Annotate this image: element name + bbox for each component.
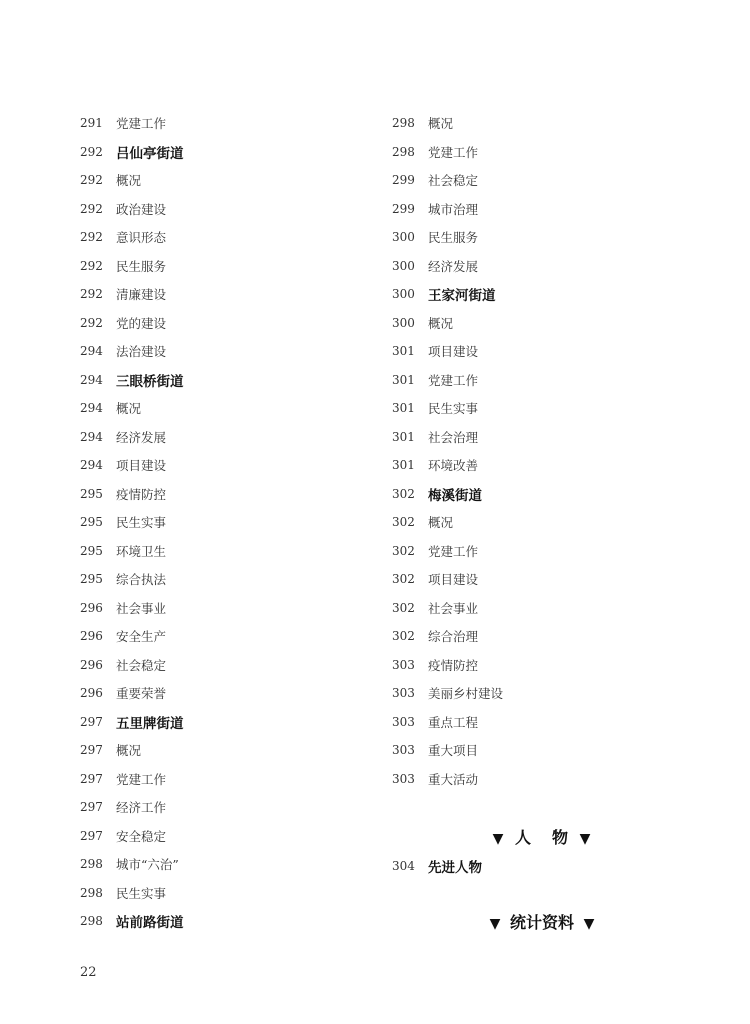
toc-entry-title: 站前路街道 xyxy=(116,915,184,932)
toc-entry[interactable] xyxy=(80,480,380,509)
toc-entry-title: 概况 xyxy=(116,401,142,417)
toc-page-number: 297 xyxy=(80,800,103,815)
toc-page-number: 300 xyxy=(392,230,415,245)
toc-entry[interactable] xyxy=(392,651,692,680)
toc-page-number: 303 xyxy=(392,657,415,672)
toc-entry[interactable] xyxy=(80,622,380,651)
toc-entry-title: 安全稳定 xyxy=(116,828,167,844)
toc-entry-title: 重大活动 xyxy=(428,771,479,787)
toc-entry[interactable] xyxy=(80,252,380,281)
toc-section-heading[interactable] xyxy=(80,366,380,395)
toc-page-number: 296 xyxy=(80,657,103,672)
toc-entry-title: 社会治理 xyxy=(428,429,479,445)
triangle-down-icon: ▼ xyxy=(583,916,595,932)
toc-entry-title: 疫情防控 xyxy=(428,657,479,673)
toc-entry-title: 项目建设 xyxy=(116,458,167,474)
toc-page-number: 296 xyxy=(80,686,103,701)
toc-entry-title: 党建工作 xyxy=(428,144,479,160)
toc-page-number: 294 xyxy=(80,372,103,387)
toc-entry[interactable] xyxy=(392,537,692,566)
toc-page-number: 302 xyxy=(392,515,415,530)
toc-page-number: 295 xyxy=(80,515,103,530)
toc-entry-title: 民生实事 xyxy=(116,885,167,901)
toc-entry[interactable] xyxy=(80,451,380,480)
toc-page-number: 298 xyxy=(392,144,415,159)
toc-page-number: 294 xyxy=(80,344,103,359)
toc-entry[interactable] xyxy=(392,708,692,737)
section-heading-people xyxy=(392,825,692,848)
toc-entry[interactable] xyxy=(392,166,692,195)
toc-page-number: 294 xyxy=(80,458,103,473)
toc-entry-title: 吕仙亭街道 xyxy=(116,145,184,162)
toc-page-number: 300 xyxy=(392,287,415,302)
toc-entry-title: 美丽乡村建设 xyxy=(428,686,504,702)
toc-entry[interactable] xyxy=(392,337,692,366)
toc-page-number: 292 xyxy=(80,315,103,330)
toc-entry[interactable] xyxy=(80,850,380,879)
toc-page-number: 302 xyxy=(392,572,415,587)
toc-page-number: 302 xyxy=(392,486,415,501)
toc-entry[interactable] xyxy=(80,765,380,794)
toc-entry[interactable] xyxy=(80,508,380,537)
toc-entry[interactable] xyxy=(392,594,692,623)
toc-entry[interactable] xyxy=(392,195,692,224)
toc-entry[interactable] xyxy=(392,252,692,281)
toc-page-number: 302 xyxy=(392,600,415,615)
toc-page-number: 303 xyxy=(392,686,415,701)
toc-entry-title: 三眼桥街道 xyxy=(116,373,184,390)
toc-entry-title: 民生服务 xyxy=(428,230,479,246)
toc-entry[interactable] xyxy=(80,195,380,224)
toc-page-number: 298 xyxy=(392,116,415,131)
section-heading-statistics xyxy=(392,910,692,933)
toc-entry[interactable] xyxy=(80,736,380,765)
toc-entry[interactable] xyxy=(80,822,380,851)
toc-entry-title: 重要荣誉 xyxy=(116,686,167,702)
toc-entry[interactable] xyxy=(392,852,692,881)
toc-entry-title: 意识形态 xyxy=(116,230,167,246)
toc-entry[interactable] xyxy=(392,223,692,252)
toc-entry-title: 社会事业 xyxy=(116,600,167,616)
toc-page-number: 300 xyxy=(392,258,415,273)
toc-entry[interactable] xyxy=(392,138,692,167)
toc-entry-title: 政治建设 xyxy=(116,201,167,217)
toc-page-number: 301 xyxy=(392,344,415,359)
toc-page-number: 297 xyxy=(80,714,103,729)
toc-entry[interactable] xyxy=(392,508,692,537)
toc-page-number: 299 xyxy=(392,201,415,216)
toc-page-number: 298 xyxy=(80,857,103,872)
toc-page-number: 303 xyxy=(392,743,415,758)
toc-entry[interactable] xyxy=(80,394,380,423)
toc-page-number: 295 xyxy=(80,543,103,558)
toc-page-number: 292 xyxy=(80,287,103,302)
toc-page-number: 294 xyxy=(80,429,103,444)
toc-right-column xyxy=(392,109,692,793)
toc-people-list xyxy=(392,852,692,881)
toc-entry-title: 五里牌街道 xyxy=(116,715,184,732)
section-title-char: 物 xyxy=(552,828,570,847)
toc-entry-title: 重点工程 xyxy=(428,714,479,730)
toc-entry-title: 概况 xyxy=(428,315,454,331)
toc-entry[interactable] xyxy=(80,537,380,566)
toc-page-number: 292 xyxy=(80,173,103,188)
toc-page-number: 302 xyxy=(392,629,415,644)
toc-entry-title: 党建工作 xyxy=(428,543,479,559)
toc-page-number: 298 xyxy=(80,885,103,900)
toc-entry-title: 概况 xyxy=(428,116,454,132)
toc-entry[interactable] xyxy=(392,366,692,395)
toc-page-number: 301 xyxy=(392,429,415,444)
toc-entry-title: 经济工作 xyxy=(116,800,167,816)
toc-entry-title: 法治建设 xyxy=(116,344,167,360)
toc-entry-title: 经济发展 xyxy=(116,429,167,445)
toc-entry[interactable] xyxy=(392,622,692,651)
toc-entry[interactable] xyxy=(80,565,380,594)
toc-section-heading[interactable] xyxy=(80,708,380,737)
toc-page-number: 292 xyxy=(80,201,103,216)
toc-entry-title: 城市“六治” xyxy=(116,857,179,873)
toc-entry[interactable] xyxy=(80,423,380,452)
toc-page-number: 292 xyxy=(80,144,103,159)
toc-entry-title: 党建工作 xyxy=(116,771,167,787)
toc-entry-title: 城市治理 xyxy=(428,201,479,217)
toc-entry-title: 综合治理 xyxy=(428,629,479,645)
toc-entry[interactable] xyxy=(80,280,380,309)
toc-entry-title: 清廉建设 xyxy=(116,287,167,303)
toc-entry-title: 社会稳定 xyxy=(428,173,479,189)
toc-page-number: 297 xyxy=(80,771,103,786)
toc-entry[interactable] xyxy=(392,451,692,480)
toc-entry[interactable] xyxy=(392,679,692,708)
toc-entry-title: 党的建设 xyxy=(116,315,167,331)
toc-entry-title: 社会事业 xyxy=(428,600,479,616)
section-title: 统计资料 xyxy=(509,913,574,932)
toc-entry[interactable] xyxy=(80,879,380,908)
toc-entry[interactable] xyxy=(392,423,692,452)
page-number: 22 xyxy=(80,965,97,980)
toc-entry[interactable] xyxy=(80,651,380,680)
triangle-down-icon: ▼ xyxy=(489,916,501,932)
toc-section-heading[interactable] xyxy=(392,280,692,309)
toc-entry[interactable] xyxy=(80,109,380,138)
toc-entry[interactable] xyxy=(80,337,380,366)
toc-page-number: 292 xyxy=(80,230,103,245)
toc-page-number: 295 xyxy=(80,486,103,501)
toc-entry-title: 重大项目 xyxy=(428,743,479,759)
toc-entry-title: 项目建设 xyxy=(428,344,479,360)
toc-entry[interactable] xyxy=(392,109,692,138)
toc-entry-title: 王家河街道 xyxy=(428,288,496,305)
toc-entry-title: 概况 xyxy=(428,515,454,531)
toc-entry-title: 民生实事 xyxy=(116,515,167,531)
toc-page-number: 296 xyxy=(80,600,103,615)
toc-entry-title: 经济发展 xyxy=(428,258,479,274)
toc-left-column xyxy=(80,109,380,936)
toc-page-number: 301 xyxy=(392,372,415,387)
toc-page-number: 295 xyxy=(80,572,103,587)
toc-page-number: 298 xyxy=(80,914,103,929)
triangle-down-icon: ▼ xyxy=(492,831,505,847)
toc-page-number: 304 xyxy=(392,859,415,874)
toc-entry[interactable] xyxy=(80,309,380,338)
section-title-char: 人 xyxy=(514,828,532,847)
toc-entry-title: 环境改善 xyxy=(428,458,479,474)
toc-entry[interactable] xyxy=(80,793,380,822)
toc-entry-title: 民生服务 xyxy=(116,258,167,274)
toc-entry-title: 社会稳定 xyxy=(116,657,167,673)
toc-entry-title: 党建工作 xyxy=(428,372,479,388)
toc-page-number: 299 xyxy=(392,173,415,188)
toc-entry[interactable] xyxy=(80,594,380,623)
toc-entry[interactable] xyxy=(80,223,380,252)
toc-page-number: 301 xyxy=(392,401,415,416)
toc-entry-title: 安全生产 xyxy=(116,629,167,645)
toc-entry-title: 先进人物 xyxy=(428,860,482,877)
toc-page-number: 301 xyxy=(392,458,415,473)
toc-section-heading[interactable] xyxy=(392,480,692,509)
toc-section-heading[interactable] xyxy=(80,138,380,167)
triangle-down-icon: ▼ xyxy=(579,831,592,847)
toc-page-number: 300 xyxy=(392,315,415,330)
toc-page-number: 291 xyxy=(80,116,103,131)
toc-entry[interactable] xyxy=(80,166,380,195)
toc-page-number: 296 xyxy=(80,629,103,644)
toc-entry[interactable] xyxy=(392,736,692,765)
toc-entry-title: 环境卫生 xyxy=(116,543,167,559)
toc-entry-title: 疫情防控 xyxy=(116,486,167,502)
toc-page-number: 303 xyxy=(392,714,415,729)
toc-entry-title: 党建工作 xyxy=(116,116,167,132)
toc-page-number: 297 xyxy=(80,828,103,843)
toc-page-number: 303 xyxy=(392,771,415,786)
toc-entry-title: 项目建设 xyxy=(428,572,479,588)
toc-entry[interactable] xyxy=(392,394,692,423)
toc-entry-title: 梅溪街道 xyxy=(428,487,482,504)
toc-entry[interactable] xyxy=(392,565,692,594)
toc-entry[interactable] xyxy=(392,765,692,794)
toc-page-number: 297 xyxy=(80,743,103,758)
toc-page-number: 294 xyxy=(80,401,103,416)
toc-entry[interactable] xyxy=(80,679,380,708)
toc-entry[interactable] xyxy=(392,309,692,338)
toc-entry-title: 概况 xyxy=(116,743,142,759)
toc-page-number: 302 xyxy=(392,543,415,558)
toc-entry-title: 民生实事 xyxy=(428,401,479,417)
toc-entry-title: 概况 xyxy=(116,173,142,189)
toc-page-number: 292 xyxy=(80,258,103,273)
toc-section-heading[interactable] xyxy=(80,907,380,936)
toc-entry-title: 综合执法 xyxy=(116,572,167,588)
